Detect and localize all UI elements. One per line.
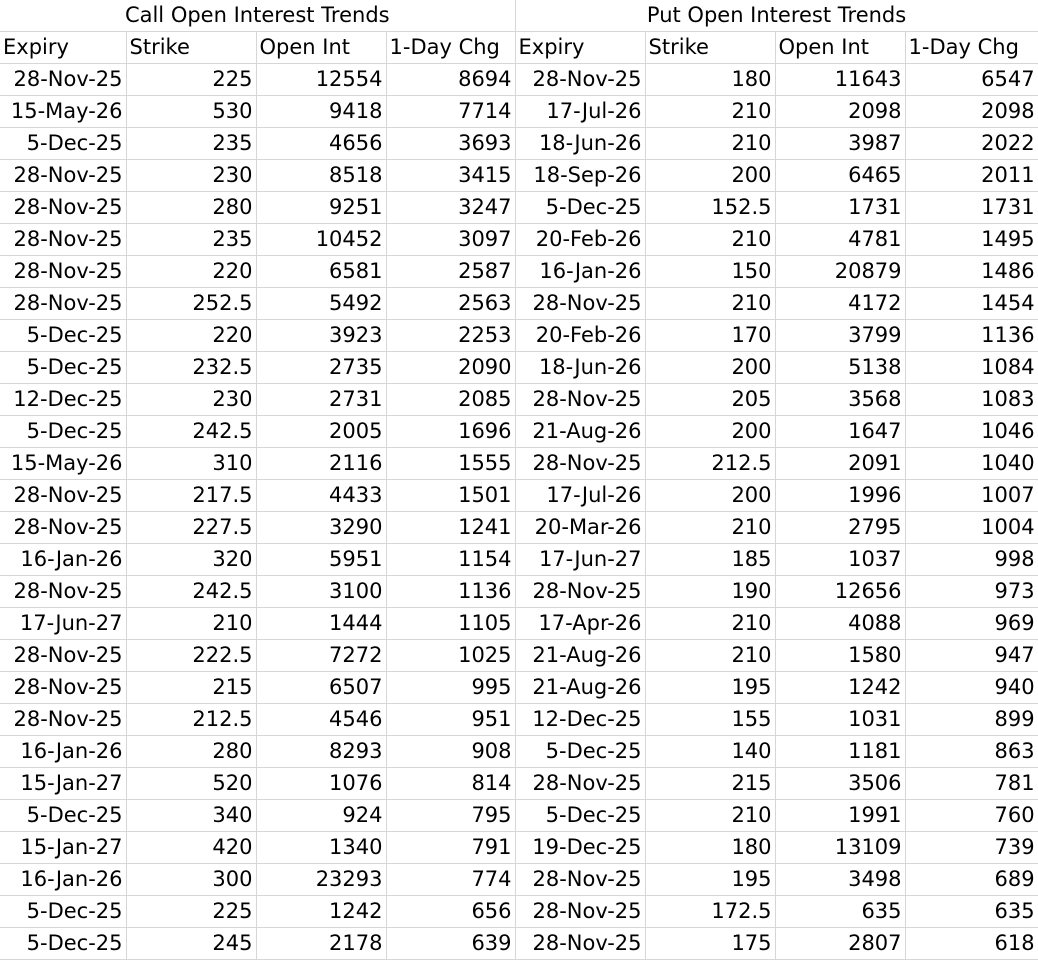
put-open-int-cell[interactable]: 1580 — [775, 640, 905, 672]
table-row — [0, 832, 1038, 864]
call-expiry-cell[interactable]: 28-Nov-25 — [0, 512, 126, 544]
call-expiry-cell[interactable]: 12-Dec-25 — [0, 384, 126, 416]
put-expiry-cell[interactable]: 28-Nov-25 — [515, 768, 645, 800]
table-row — [0, 416, 1038, 448]
put-expiry-cell[interactable]: 20-Feb-26 — [515, 320, 645, 352]
call-1-day-chg-cell[interactable]: 656 — [386, 896, 515, 928]
call-open-int-cell[interactable]: 2735 — [256, 352, 386, 384]
call-strike-cell[interactable]: 225 — [126, 64, 256, 96]
table-row — [0, 256, 1038, 288]
put-strike-cell[interactable]: 155 — [645, 704, 775, 736]
put-open-int-cell[interactable]: 4088 — [775, 608, 905, 640]
put-strike-cell[interactable]: 210 — [645, 640, 775, 672]
put-1-day-chg-cell[interactable]: 1136 — [905, 320, 1038, 352]
call-expiry-cell[interactable]: 16-Jan-26 — [0, 736, 126, 768]
table-row — [0, 192, 1038, 224]
put-expiry-cell[interactable]: 17-Jun-27 — [515, 544, 645, 576]
put-strike-cell[interactable]: 170 — [645, 320, 775, 352]
call-header-strike[interactable]: Strike — [126, 32, 256, 64]
table-row — [0, 96, 1038, 128]
put-open-int-cell[interactable]: 3506 — [775, 768, 905, 800]
table-row — [0, 480, 1038, 512]
call-header-open-int[interactable]: Open Int — [256, 32, 386, 64]
call-strike-cell[interactable]: 310 — [126, 448, 256, 480]
call-strike-cell[interactable]: 280 — [126, 192, 256, 224]
call-1-day-chg-cell[interactable]: 639 — [386, 928, 515, 960]
call-expiry-cell[interactable]: 15-May-26 — [0, 96, 126, 128]
call-1-day-chg-cell[interactable]: 2085 — [386, 384, 515, 416]
put-open-int-cell[interactable]: 1242 — [775, 672, 905, 704]
put-1-day-chg-cell[interactable]: 1040 — [905, 448, 1038, 480]
put-1-day-chg-cell[interactable]: 969 — [905, 608, 1038, 640]
table-row — [0, 608, 1038, 640]
call-open-int-cell[interactable]: 924 — [256, 800, 386, 832]
put-expiry-cell[interactable]: 17-Apr-26 — [515, 608, 645, 640]
table-row — [0, 576, 1038, 608]
call-open-int-cell[interactable]: 1242 — [256, 896, 386, 928]
call-strike-cell[interactable]: 227.5 — [126, 512, 256, 544]
call-1-day-chg-cell[interactable]: 1136 — [386, 576, 515, 608]
put-1-day-chg-cell[interactable]: 2011 — [905, 160, 1038, 192]
call-open-int-cell[interactable]: 2005 — [256, 416, 386, 448]
put-expiry-cell[interactable]: 5-Dec-25 — [515, 800, 645, 832]
put-header-1-day-chg[interactable]: 1-Day Chg — [905, 32, 1038, 64]
call-strike-cell[interactable]: 420 — [126, 832, 256, 864]
put-1-day-chg-cell[interactable]: 739 — [905, 832, 1038, 864]
call-expiry-cell[interactable]: 28-Nov-25 — [0, 704, 126, 736]
table-row — [0, 672, 1038, 704]
put-1-day-chg-cell[interactable]: 947 — [905, 640, 1038, 672]
call-expiry-cell[interactable]: 15-Jan-27 — [0, 768, 126, 800]
call-expiry-cell[interactable]: 28-Nov-25 — [0, 224, 126, 256]
put-expiry-cell[interactable]: 28-Nov-25 — [515, 448, 645, 480]
call-strike-cell[interactable]: 210 — [126, 608, 256, 640]
put-open-int-cell[interactable]: 11643 — [775, 64, 905, 96]
put-section-title[interactable]: Put Open Interest Trends — [515, 0, 1038, 32]
put-expiry-cell[interactable]: 18-Jun-26 — [515, 128, 645, 160]
call-expiry-cell[interactable]: 5-Dec-25 — [0, 128, 126, 160]
table-row — [0, 320, 1038, 352]
put-1-day-chg-cell[interactable]: 998 — [905, 544, 1038, 576]
put-strike-cell[interactable]: 210 — [645, 800, 775, 832]
put-1-day-chg-cell[interactable]: 899 — [905, 704, 1038, 736]
call-strike-cell[interactable]: 340 — [126, 800, 256, 832]
call-expiry-cell[interactable]: 5-Dec-25 — [0, 320, 126, 352]
put-1-day-chg-cell[interactable]: 1004 — [905, 512, 1038, 544]
call-open-int-cell[interactable]: 9418 — [256, 96, 386, 128]
call-open-int-cell[interactable]: 10452 — [256, 224, 386, 256]
call-strike-cell[interactable]: 320 — [126, 544, 256, 576]
put-strike-cell[interactable]: 185 — [645, 544, 775, 576]
put-1-day-chg-cell[interactable]: 863 — [905, 736, 1038, 768]
put-open-int-cell[interactable]: 13109 — [775, 832, 905, 864]
call-1-day-chg-cell[interactable]: 1025 — [386, 640, 515, 672]
table-row — [0, 768, 1038, 800]
put-strike-cell[interactable]: 190 — [645, 576, 775, 608]
put-open-int-cell[interactable]: 4781 — [775, 224, 905, 256]
put-expiry-cell[interactable]: 5-Dec-25 — [515, 192, 645, 224]
put-1-day-chg-cell[interactable]: 1731 — [905, 192, 1038, 224]
table-row — [0, 224, 1038, 256]
put-open-int-cell[interactable]: 20879 — [775, 256, 905, 288]
call-strike-cell[interactable]: 232.5 — [126, 352, 256, 384]
call-open-int-cell[interactable]: 2731 — [256, 384, 386, 416]
call-1-day-chg-cell[interactable]: 1241 — [386, 512, 515, 544]
table-row — [0, 704, 1038, 736]
call-1-day-chg-cell[interactable]: 2253 — [386, 320, 515, 352]
table-row — [0, 928, 1038, 960]
put-open-int-cell[interactable]: 1031 — [775, 704, 905, 736]
call-open-int-cell[interactable]: 4656 — [256, 128, 386, 160]
put-open-int-cell[interactable]: 6465 — [775, 160, 905, 192]
call-strike-cell[interactable]: 212.5 — [126, 704, 256, 736]
call-expiry-cell[interactable]: 28-Nov-25 — [0, 192, 126, 224]
put-header-open-int[interactable]: Open Int — [775, 32, 905, 64]
call-expiry-cell[interactable]: 28-Nov-25 — [0, 672, 126, 704]
table-row — [0, 640, 1038, 672]
call-expiry-cell[interactable]: 28-Nov-25 — [0, 160, 126, 192]
put-strike-cell[interactable]: 210 — [645, 224, 775, 256]
call-open-int-cell[interactable]: 2178 — [256, 928, 386, 960]
call-1-day-chg-cell[interactable]: 814 — [386, 768, 515, 800]
put-strike-cell[interactable]: 152.5 — [645, 192, 775, 224]
put-1-day-chg-cell[interactable]: 1495 — [905, 224, 1038, 256]
put-open-int-cell[interactable]: 1991 — [775, 800, 905, 832]
put-strike-cell[interactable]: 180 — [645, 64, 775, 96]
put-1-day-chg-cell[interactable]: 1046 — [905, 416, 1038, 448]
put-expiry-cell[interactable]: 19-Dec-25 — [515, 832, 645, 864]
put-strike-cell[interactable]: 180 — [645, 832, 775, 864]
call-1-day-chg-cell[interactable]: 774 — [386, 864, 515, 896]
put-expiry-cell[interactable]: 18-Sep-26 — [515, 160, 645, 192]
call-expiry-cell[interactable]: 15-May-26 — [0, 448, 126, 480]
call-expiry-cell[interactable]: 15-Jan-27 — [0, 832, 126, 864]
put-expiry-cell[interactable]: 20-Feb-26 — [515, 224, 645, 256]
call-open-int-cell[interactable]: 1444 — [256, 608, 386, 640]
put-1-day-chg-cell[interactable]: 1486 — [905, 256, 1038, 288]
put-open-int-cell[interactable]: 3987 — [775, 128, 905, 160]
call-open-int-cell[interactable]: 3290 — [256, 512, 386, 544]
put-open-int-cell[interactable]: 2807 — [775, 928, 905, 960]
call-strike-cell[interactable]: 245 — [126, 928, 256, 960]
call-header-1-day-chg[interactable]: 1-Day Chg — [386, 32, 515, 64]
put-open-int-cell[interactable]: 2795 — [775, 512, 905, 544]
put-open-int-cell[interactable]: 635 — [775, 896, 905, 928]
put-open-int-cell[interactable]: 4172 — [775, 288, 905, 320]
put-strike-cell[interactable]: 210 — [645, 512, 775, 544]
call-1-day-chg-cell[interactable]: 8694 — [386, 64, 515, 96]
put-strike-cell[interactable]: 210 — [645, 96, 775, 128]
call-1-day-chg-cell[interactable]: 1105 — [386, 608, 515, 640]
put-open-int-cell[interactable]: 2091 — [775, 448, 905, 480]
call-1-day-chg-cell[interactable]: 1154 — [386, 544, 515, 576]
put-expiry-cell[interactable]: 28-Nov-25 — [515, 896, 645, 928]
call-expiry-cell[interactable]: 28-Nov-25 — [0, 256, 126, 288]
put-1-day-chg-cell[interactable]: 1007 — [905, 480, 1038, 512]
call-expiry-cell[interactable]: 28-Nov-25 — [0, 64, 126, 96]
put-strike-cell[interactable]: 200 — [645, 416, 775, 448]
put-expiry-cell[interactable]: 21-Aug-26 — [515, 640, 645, 672]
call-expiry-cell[interactable]: 5-Dec-25 — [0, 800, 126, 832]
put-1-day-chg-cell[interactable]: 1083 — [905, 384, 1038, 416]
call-open-int-cell[interactable]: 1076 — [256, 768, 386, 800]
call-expiry-cell[interactable]: 28-Nov-25 — [0, 480, 126, 512]
put-strike-cell[interactable]: 140 — [645, 736, 775, 768]
call-section-title[interactable]: Call Open Interest Trends — [0, 0, 515, 32]
put-open-int-cell[interactable]: 1996 — [775, 480, 905, 512]
call-1-day-chg-cell[interactable]: 1555 — [386, 448, 515, 480]
table-row — [0, 512, 1038, 544]
call-open-int-cell[interactable]: 4546 — [256, 704, 386, 736]
put-expiry-cell[interactable]: 16-Jan-26 — [515, 256, 645, 288]
put-open-int-cell[interactable]: 12656 — [775, 576, 905, 608]
put-expiry-cell[interactable]: 28-Nov-25 — [515, 64, 645, 96]
table-row — [0, 448, 1038, 480]
table-row — [0, 544, 1038, 576]
call-open-int-cell[interactable]: 5492 — [256, 288, 386, 320]
call-strike-cell[interactable]: 215 — [126, 672, 256, 704]
put-strike-cell[interactable]: 215 — [645, 768, 775, 800]
put-open-int-cell[interactable]: 3568 — [775, 384, 905, 416]
put-1-day-chg-cell[interactable]: 973 — [905, 576, 1038, 608]
call-open-int-cell[interactable]: 5951 — [256, 544, 386, 576]
call-1-day-chg-cell[interactable]: 1501 — [386, 480, 515, 512]
call-strike-cell[interactable]: 252.5 — [126, 288, 256, 320]
put-expiry-cell[interactable]: 28-Nov-25 — [515, 928, 645, 960]
put-open-int-cell[interactable]: 1181 — [775, 736, 905, 768]
call-strike-cell[interactable]: 242.5 — [126, 416, 256, 448]
put-strike-cell[interactable]: 200 — [645, 160, 775, 192]
call-strike-cell[interactable]: 220 — [126, 320, 256, 352]
table-row — [0, 384, 1038, 416]
call-open-int-cell[interactable]: 7272 — [256, 640, 386, 672]
call-1-day-chg-cell[interactable]: 791 — [386, 832, 515, 864]
call-open-int-cell[interactable]: 23293 — [256, 864, 386, 896]
put-1-day-chg-cell[interactable]: 781 — [905, 768, 1038, 800]
put-strike-cell[interactable]: 212.5 — [645, 448, 775, 480]
put-strike-cell[interactable]: 210 — [645, 608, 775, 640]
put-open-int-cell[interactable]: 1647 — [775, 416, 905, 448]
put-1-day-chg-cell[interactable]: 635 — [905, 896, 1038, 928]
call-1-day-chg-cell[interactable]: 3097 — [386, 224, 515, 256]
put-open-int-cell[interactable]: 5138 — [775, 352, 905, 384]
call-1-day-chg-cell[interactable]: 2090 — [386, 352, 515, 384]
put-1-day-chg-cell[interactable]: 1084 — [905, 352, 1038, 384]
call-strike-cell[interactable]: 300 — [126, 864, 256, 896]
call-1-day-chg-cell[interactable]: 2563 — [386, 288, 515, 320]
put-1-day-chg-cell[interactable]: 6547 — [905, 64, 1038, 96]
call-header-expiry[interactable]: Expiry — [0, 32, 126, 64]
put-1-day-chg-cell[interactable]: 1454 — [905, 288, 1038, 320]
put-1-day-chg-cell[interactable]: 689 — [905, 864, 1038, 896]
put-1-day-chg-cell[interactable]: 760 — [905, 800, 1038, 832]
put-1-day-chg-cell[interactable]: 2022 — [905, 128, 1038, 160]
table-row — [0, 288, 1038, 320]
put-strike-cell[interactable]: 175 — [645, 928, 775, 960]
table-row — [0, 896, 1038, 928]
put-1-day-chg-cell[interactable]: 618 — [905, 928, 1038, 960]
put-expiry-cell[interactable]: 28-Nov-25 — [515, 864, 645, 896]
call-expiry-cell[interactable]: 16-Jan-26 — [0, 864, 126, 896]
put-expiry-cell[interactable]: 17-Jul-26 — [515, 480, 645, 512]
put-open-int-cell[interactable]: 1731 — [775, 192, 905, 224]
call-expiry-cell[interactable]: 5-Dec-25 — [0, 928, 126, 960]
put-expiry-cell[interactable]: 17-Jul-26 — [515, 96, 645, 128]
call-strike-cell[interactable]: 530 — [126, 96, 256, 128]
call-open-int-cell[interactable]: 12554 — [256, 64, 386, 96]
call-1-day-chg-cell[interactable]: 908 — [386, 736, 515, 768]
call-open-int-cell[interactable]: 2116 — [256, 448, 386, 480]
call-open-int-cell[interactable]: 3100 — [256, 576, 386, 608]
call-1-day-chg-cell[interactable]: 3247 — [386, 192, 515, 224]
call-expiry-cell[interactable]: 17-Jun-27 — [0, 608, 126, 640]
call-open-int-cell[interactable]: 1340 — [256, 832, 386, 864]
call-1-day-chg-cell[interactable]: 1696 — [386, 416, 515, 448]
put-strike-cell[interactable]: 172.5 — [645, 896, 775, 928]
call-strike-cell[interactable]: 230 — [126, 160, 256, 192]
call-1-day-chg-cell[interactable]: 2587 — [386, 256, 515, 288]
call-open-int-cell[interactable]: 3923 — [256, 320, 386, 352]
put-strike-cell[interactable]: 150 — [645, 256, 775, 288]
put-expiry-cell[interactable]: 18-Jun-26 — [515, 352, 645, 384]
call-open-int-cell[interactable]: 8293 — [256, 736, 386, 768]
put-expiry-cell[interactable]: 20-Mar-26 — [515, 512, 645, 544]
put-strike-cell[interactable]: 200 — [645, 352, 775, 384]
call-open-int-cell[interactable]: 6581 — [256, 256, 386, 288]
title-row — [0, 0, 1038, 32]
table-row — [0, 800, 1038, 832]
put-strike-cell[interactable]: 210 — [645, 288, 775, 320]
table-row — [0, 160, 1038, 192]
put-expiry-cell[interactable]: 21-Aug-26 — [515, 672, 645, 704]
put-expiry-cell[interactable]: 28-Nov-25 — [515, 384, 645, 416]
put-open-int-cell[interactable]: 2098 — [775, 96, 905, 128]
call-1-day-chg-cell[interactable]: 795 — [386, 800, 515, 832]
call-expiry-cell[interactable]: 5-Dec-25 — [0, 416, 126, 448]
call-open-int-cell[interactable]: 6507 — [256, 672, 386, 704]
table-row — [0, 128, 1038, 160]
call-1-day-chg-cell[interactable]: 3415 — [386, 160, 515, 192]
put-expiry-cell[interactable]: 28-Nov-25 — [515, 288, 645, 320]
call-strike-cell[interactable]: 235 — [126, 224, 256, 256]
call-expiry-cell[interactable]: 5-Dec-25 — [0, 352, 126, 384]
call-strike-cell[interactable]: 280 — [126, 736, 256, 768]
call-strike-cell[interactable]: 225 — [126, 896, 256, 928]
put-open-int-cell[interactable]: 3799 — [775, 320, 905, 352]
call-open-int-cell[interactable]: 9251 — [256, 192, 386, 224]
call-strike-cell[interactable]: 235 — [126, 128, 256, 160]
header-row — [0, 32, 1038, 64]
put-1-day-chg-cell[interactable]: 940 — [905, 672, 1038, 704]
call-expiry-cell[interactable]: 28-Nov-25 — [0, 288, 126, 320]
call-strike-cell[interactable]: 242.5 — [126, 576, 256, 608]
table-row — [0, 736, 1038, 768]
call-strike-cell[interactable]: 230 — [126, 384, 256, 416]
put-header-strike[interactable]: Strike — [645, 32, 775, 64]
put-strike-cell[interactable]: 195 — [645, 672, 775, 704]
put-open-int-cell[interactable]: 3498 — [775, 864, 905, 896]
call-strike-cell[interactable]: 220 — [126, 256, 256, 288]
call-expiry-cell[interactable]: 16-Jan-26 — [0, 544, 126, 576]
put-header-expiry[interactable]: Expiry — [515, 32, 645, 64]
put-expiry-cell[interactable]: 28-Nov-25 — [515, 576, 645, 608]
put-strike-cell[interactable]: 195 — [645, 864, 775, 896]
put-expiry-cell[interactable]: 21-Aug-26 — [515, 416, 645, 448]
call-1-day-chg-cell[interactable]: 7714 — [386, 96, 515, 128]
call-strike-cell[interactable]: 222.5 — [126, 640, 256, 672]
put-expiry-cell[interactable]: 5-Dec-25 — [515, 736, 645, 768]
put-expiry-cell[interactable]: 12-Dec-25 — [515, 704, 645, 736]
call-1-day-chg-cell[interactable]: 3693 — [386, 128, 515, 160]
call-strike-cell[interactable]: 217.5 — [126, 480, 256, 512]
put-strike-cell[interactable]: 205 — [645, 384, 775, 416]
call-open-int-cell[interactable]: 8518 — [256, 160, 386, 192]
table-row — [0, 352, 1038, 384]
table-row — [0, 64, 1038, 96]
table-row — [0, 864, 1038, 896]
put-strike-cell[interactable]: 210 — [645, 128, 775, 160]
call-open-int-cell[interactable]: 4433 — [256, 480, 386, 512]
call-expiry-cell[interactable]: 28-Nov-25 — [0, 640, 126, 672]
call-strike-cell[interactable]: 520 — [126, 768, 256, 800]
call-expiry-cell[interactable]: 28-Nov-25 — [0, 576, 126, 608]
put-open-int-cell[interactable]: 1037 — [775, 544, 905, 576]
call-1-day-chg-cell[interactable]: 995 — [386, 672, 515, 704]
put-strike-cell[interactable]: 200 — [645, 480, 775, 512]
call-1-day-chg-cell[interactable]: 951 — [386, 704, 515, 736]
call-expiry-cell[interactable]: 5-Dec-25 — [0, 896, 126, 928]
put-1-day-chg-cell[interactable]: 2098 — [905, 96, 1038, 128]
